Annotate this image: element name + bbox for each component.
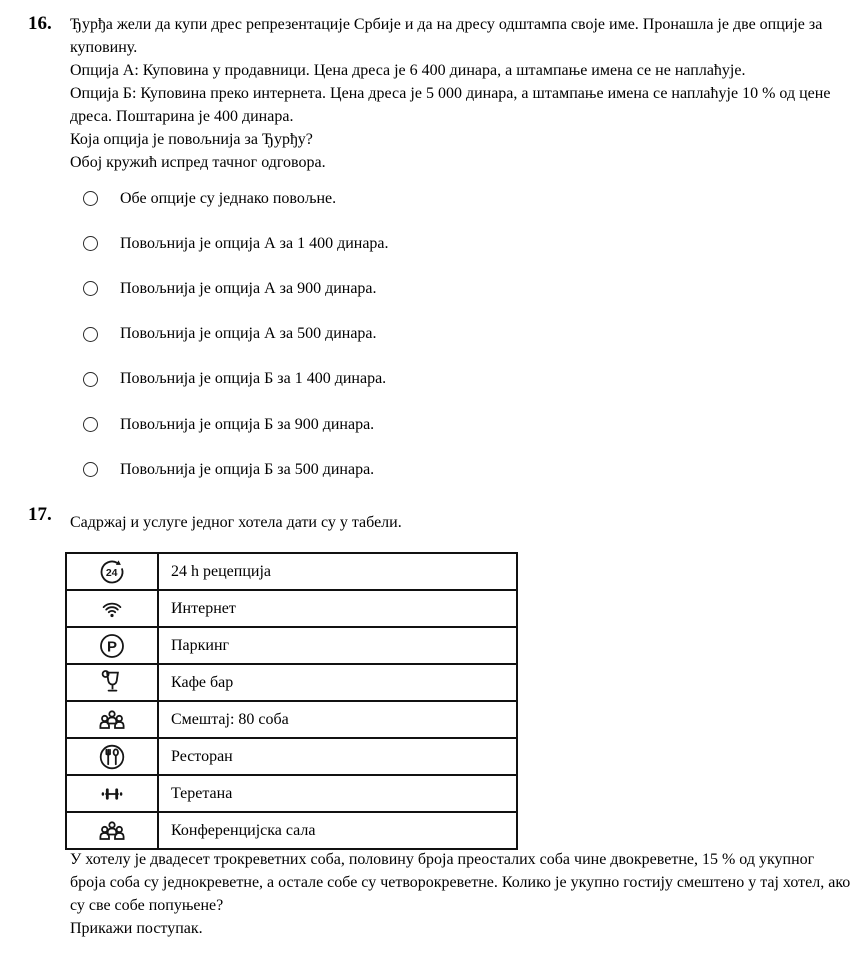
choice-label: Повољнија је опција А за 900 динара.	[120, 279, 377, 297]
service-label: Смештај: 80 соба	[158, 701, 517, 738]
choice-label: Обе опције су једнако повољне.	[120, 189, 337, 207]
wifi-icon	[96, 593, 128, 625]
restaurant-icon	[96, 741, 128, 773]
radio-button[interactable]	[83, 191, 98, 206]
radio-button[interactable]	[83, 281, 98, 296]
choice-row	[70, 266, 670, 311]
q16-instruction: Обој кружић испред тачног одговора.	[70, 154, 326, 171]
choice-label: Повољнија је опција А за 1 400 динара.	[120, 234, 389, 252]
radio-button[interactable]	[83, 236, 98, 251]
service-label: 24 h рецепција	[158, 553, 517, 590]
icon-cell	[66, 738, 158, 775]
table-row	[66, 553, 517, 590]
question-16-number: 16.	[28, 13, 52, 34]
radio-button[interactable]	[83, 417, 98, 432]
icon-cell	[66, 664, 158, 701]
icon-cell	[66, 553, 158, 590]
choice-row	[70, 221, 670, 266]
24h-reception-icon	[96, 556, 128, 588]
svg-text:P: P	[106, 638, 118, 655]
choice-label: Повољнија је опција Б за 900 динара.	[120, 415, 375, 433]
service-label: Паркинг	[158, 627, 517, 664]
dumbbell-icon	[96, 778, 128, 810]
choice-row	[70, 312, 670, 357]
question-17-number: 17.	[28, 504, 52, 525]
icon-cell	[66, 812, 158, 849]
table-row	[66, 627, 517, 664]
service-label: Интернет	[158, 590, 517, 627]
table-row	[66, 738, 517, 775]
radio-button[interactable]	[83, 372, 98, 387]
people-group-icon	[96, 815, 128, 847]
icon-cell	[66, 775, 158, 812]
choice-label: Повољнија је опција Б за 1 400 динара.	[120, 370, 387, 388]
choice-row	[70, 447, 670, 492]
question-17-intro-block	[70, 511, 852, 534]
q17-body: У хотелу је двадесет трокреветних соба, половину броја преосталих соба чине двокреветне, 15 % од укупног броја соба су једнокреветне, а остале собе су четворокреветне. Колико је укупно гостију смештено у тај хотел, ако су све собе попуњене?	[70, 851, 851, 914]
choice-row	[70, 176, 670, 221]
service-label: Конференцијска сала	[158, 812, 517, 849]
choice-label: Повољнија је опција Б за 500 динара.	[120, 460, 375, 478]
question-17-body-block	[70, 848, 852, 940]
q17-instruction: Прикажи поступак.	[70, 920, 203, 937]
q17-intro: Садржај и услуге једног хотела дати су у табели.	[70, 514, 402, 531]
table-row	[66, 664, 517, 701]
service-label: Ресторан	[158, 738, 517, 775]
table-row	[66, 775, 517, 812]
choice-row	[70, 402, 670, 447]
radio-button[interactable]	[83, 327, 98, 342]
q16-intro: Ђурђа жели да купи дрес репрезентације Србије и да на дресу одштампа своје име. Пронашла је две опције за куповину.	[70, 16, 823, 56]
icon-cell	[66, 627, 158, 664]
choice-row	[70, 357, 670, 402]
q16-option-b: Опција Б: Куповина преко интернета. Цена дреса је 5 000 динара, а штампање имена се наплаћује 10 % од цене дреса. Поштарина је 400 динара.	[70, 85, 831, 125]
svg-text:24: 24	[105, 566, 118, 579]
icon-cell	[66, 701, 158, 738]
radio-button[interactable]	[83, 462, 98, 477]
question-16-text	[70, 13, 852, 174]
hotel-services-table	[65, 552, 518, 850]
cocktail-glass-icon	[96, 667, 128, 699]
table-row	[66, 590, 517, 627]
icon-cell	[66, 590, 158, 627]
people-group-icon	[96, 704, 128, 736]
service-label: Кафе бар	[158, 664, 517, 701]
q16-question: Која опција је повољнија за Ђурђу?	[70, 131, 313, 148]
table-row	[66, 701, 517, 738]
q16-answer-choices	[70, 176, 670, 492]
service-label: Теретана	[158, 775, 517, 812]
choice-label: Повољнија је опција А за 500 динара.	[120, 325, 377, 343]
table-row	[66, 812, 517, 849]
q16-option-a: Опција А: Куповина у продавници. Цена дреса је 6 400 динара, а штампање имена се не наплаћује.	[70, 62, 746, 79]
parking-icon	[96, 630, 128, 662]
